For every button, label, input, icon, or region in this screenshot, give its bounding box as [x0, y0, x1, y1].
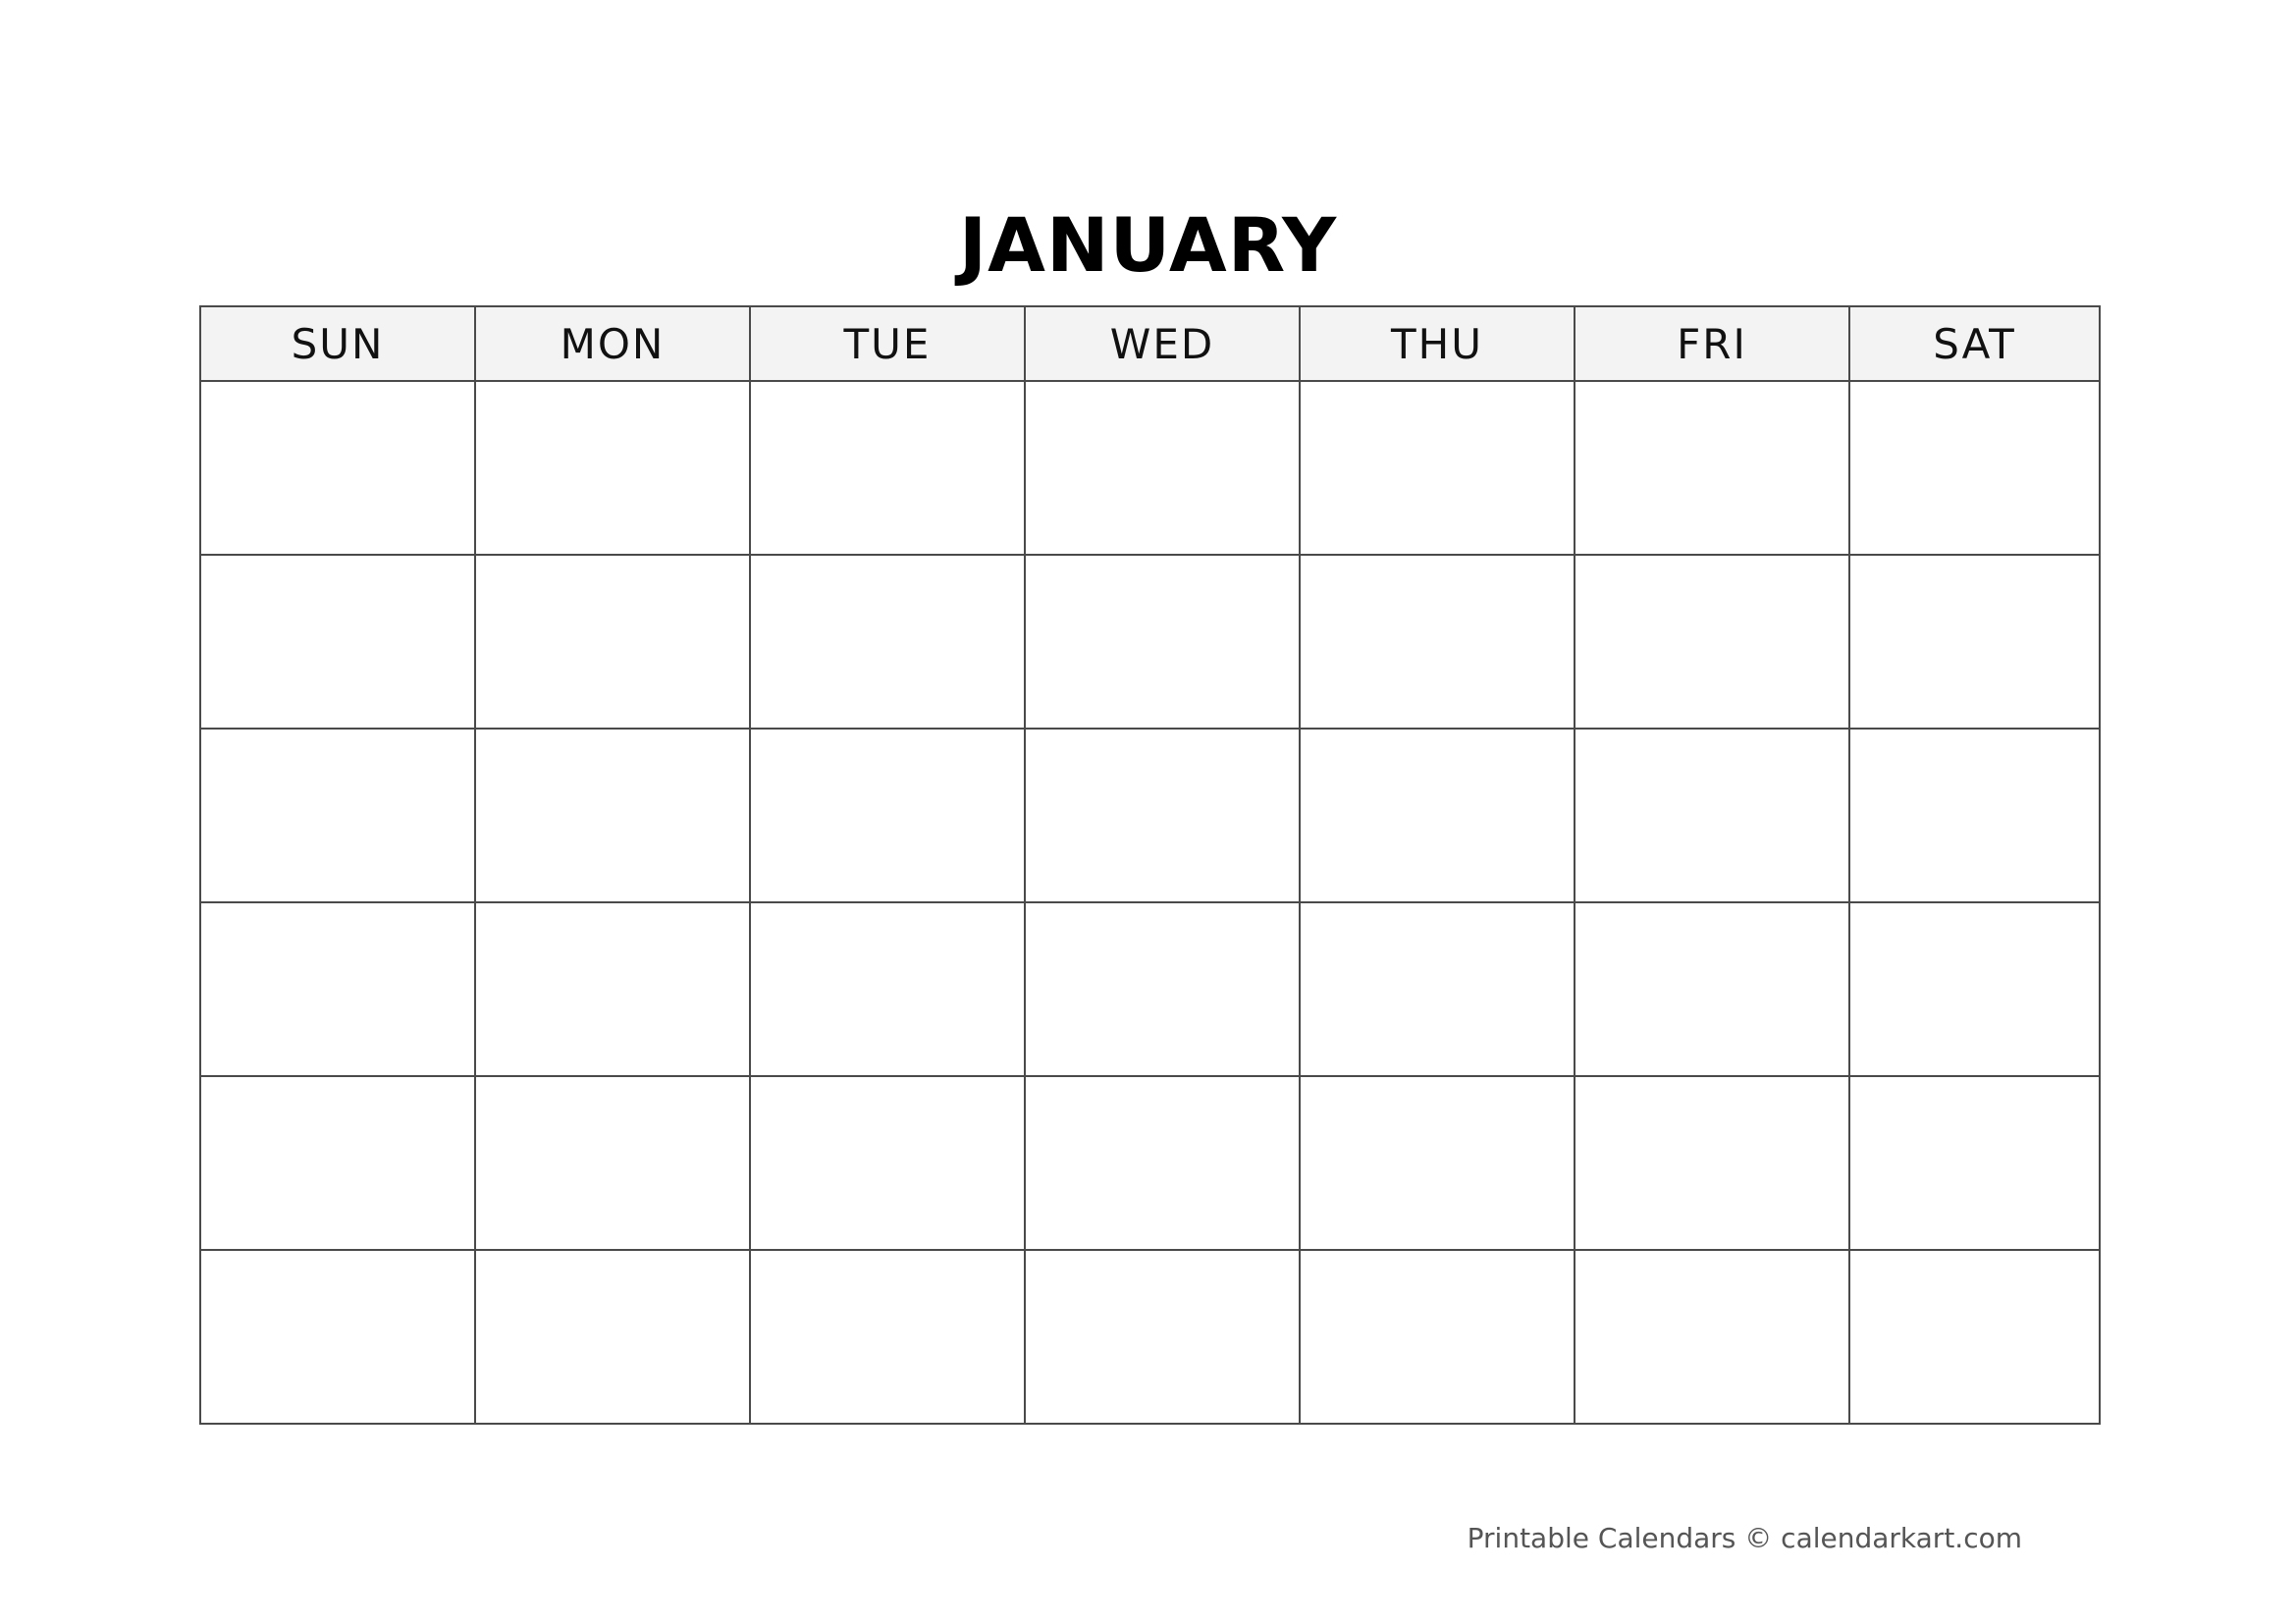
day-cell — [475, 1076, 750, 1250]
day-cell — [750, 1076, 1025, 1250]
day-cell — [1300, 555, 1575, 729]
weekday-header-sat: SAT — [1849, 306, 2100, 381]
day-cell — [750, 555, 1025, 729]
day-cell — [200, 1250, 475, 1424]
day-cell — [1575, 381, 1849, 555]
day-cell — [475, 729, 750, 902]
weekday-header-mon: MON — [475, 306, 750, 381]
day-cell — [475, 555, 750, 729]
day-cell — [1025, 555, 1300, 729]
day-cell — [1575, 555, 1849, 729]
weekday-header-tue: TUE — [750, 306, 1025, 381]
day-cell — [1300, 1076, 1575, 1250]
day-cell — [1300, 729, 1575, 902]
day-cell — [200, 902, 475, 1076]
calendar-grid — [199, 305, 2101, 1425]
day-cell — [1849, 729, 2100, 902]
day-cell — [1575, 1076, 1849, 1250]
day-cell — [1300, 381, 1575, 555]
day-cell — [750, 1250, 1025, 1424]
day-cell — [475, 902, 750, 1076]
day-cell — [1575, 729, 1849, 902]
day-cell — [1849, 1076, 2100, 1250]
day-cell — [1849, 1250, 2100, 1424]
day-cell — [1025, 902, 1300, 1076]
week-row — [200, 729, 2100, 902]
day-cell — [1025, 729, 1300, 902]
day-cell — [1575, 1250, 1849, 1424]
day-cell — [200, 729, 475, 902]
week-row — [200, 1076, 2100, 1250]
day-cell — [475, 381, 750, 555]
footer-credit: Printable Calendars © calendarkart.com — [1467, 1522, 2022, 1554]
day-cell — [200, 1076, 475, 1250]
day-cell — [1849, 555, 2100, 729]
day-cell — [1575, 902, 1849, 1076]
day-cell — [1025, 1250, 1300, 1424]
week-row — [200, 381, 2100, 555]
day-cell — [1849, 381, 2100, 555]
week-row — [200, 1250, 2100, 1424]
day-cell — [750, 729, 1025, 902]
weekday-header-row — [200, 306, 2100, 381]
day-cell — [200, 555, 475, 729]
day-cell — [1025, 381, 1300, 555]
day-cell — [1025, 1076, 1300, 1250]
weekday-header-fri: FRI — [1575, 306, 1849, 381]
weekday-header-thu: THU — [1300, 306, 1575, 381]
day-cell — [750, 381, 1025, 555]
day-cell — [1849, 902, 2100, 1076]
day-cell — [475, 1250, 750, 1424]
week-row — [200, 902, 2100, 1076]
day-cell — [1300, 1250, 1575, 1424]
day-cell — [750, 902, 1025, 1076]
day-cell — [200, 381, 475, 555]
weekday-header-wed: WED — [1025, 306, 1300, 381]
weekday-header-sun: SUN — [200, 306, 475, 381]
week-row — [200, 555, 2100, 729]
month-title: JANUARY — [958, 201, 1338, 289]
day-cell — [1300, 902, 1575, 1076]
